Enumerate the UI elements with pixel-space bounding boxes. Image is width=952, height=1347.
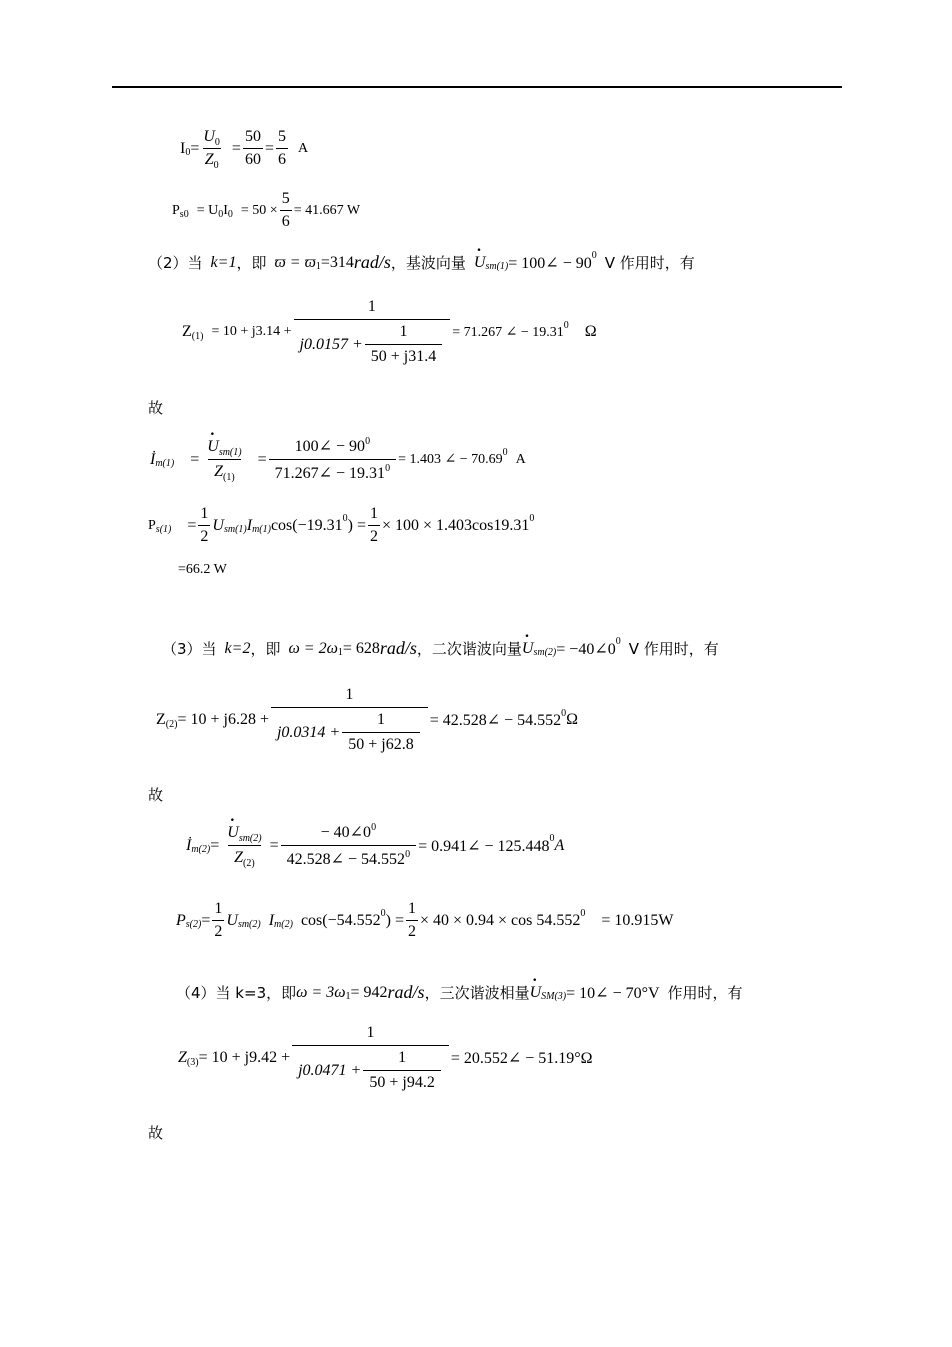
eq-z1: Z (1) = 10 + j3.14 + 1 j0.0157 + $\frac{1}{50 + j31.4}$ = 71.267 ∠ − 19.31 0 Ω [182,298,597,365]
gu-3: 故 [148,1124,164,1142]
eq-i1: İ m(1) = · $\frac{U_{sm(1)}}{Z_{(1)}}$ = $\frac{100\angle - 90^0}{71.267\angle - 19.31^0}$ = 1.403 ∠ − 70.69 0 A [150,436,526,483]
eq-i0: I 0 = $\frac{U_0}{Z_0}$ = $\frac{50}{60}$ = $\frac{5}{6}$ A [180,128,309,171]
part2-heading: （2）当 k=1 ，即 ϖ = ϖ 1 =314 rad/s ，基波向量 · U sm(1) = 100∠ − 90 0 V 作用时，有 [148,252,695,273]
eq-z3: Z (3) = 10 + j9.42 + 1 j0.0471 + $\frac{1}{50 + j94.2}$ = 20.552∠ − 51.19°Ω [178,1024,593,1091]
eq-ps1: P s(1) = $\frac{1}{2}$ U sm(1) I m(1) cos(−19.31 0 ) = $\frac{1}{2}$ × 100 × 1.403cos19.31 0 [148,505,535,545]
gu-1: 故 [148,399,164,417]
eq-ps2: P s(2) = $\frac{1}{2}$ U sm(2) I m(2) cos(−54.552 0 ) = $\frac{1}{2}$ × 40 × 0.94 × cos 54.552 0 = 10.915W [176,900,674,940]
gu-2: 故 [148,786,164,804]
ps1-result: =66.2 W [178,562,227,577]
eq-z2: Z (2) = 10 + j6.28 + 1 j0.0314 + $\frac{1}{50 + j62.8}$ = 42.528∠ − 54.552 0 Ω [156,686,579,753]
eq-i2: İ m(2) = · $\frac{U_{sm(2)}}{Z_{(2)}}$ = $\frac{- 40\angle 0^0}{42.528\angle - 54.552^0}$ = 0.941∠ − 125.448 0 A [186,822,564,869]
eq-ps0: P s0 = U 0 I 0 = 50 × $\frac{5}{6}$ = 41.667 W [172,190,361,230]
header-rule [112,86,842,88]
part3-heading: （3）当 k=2 ，即 ω = 2ω 1 = 628 rad/s ，二次谐波向量 · U sm(2) = −40∠0 0 V 作用时，有 [162,638,719,659]
part4-heading: （4）当 k=3，即 ω = 3ω 1 = 942 rad/s ，三次谐波相量 · U SM(3) = 10∠ − 70°V 作用时，有 [176,982,743,1003]
